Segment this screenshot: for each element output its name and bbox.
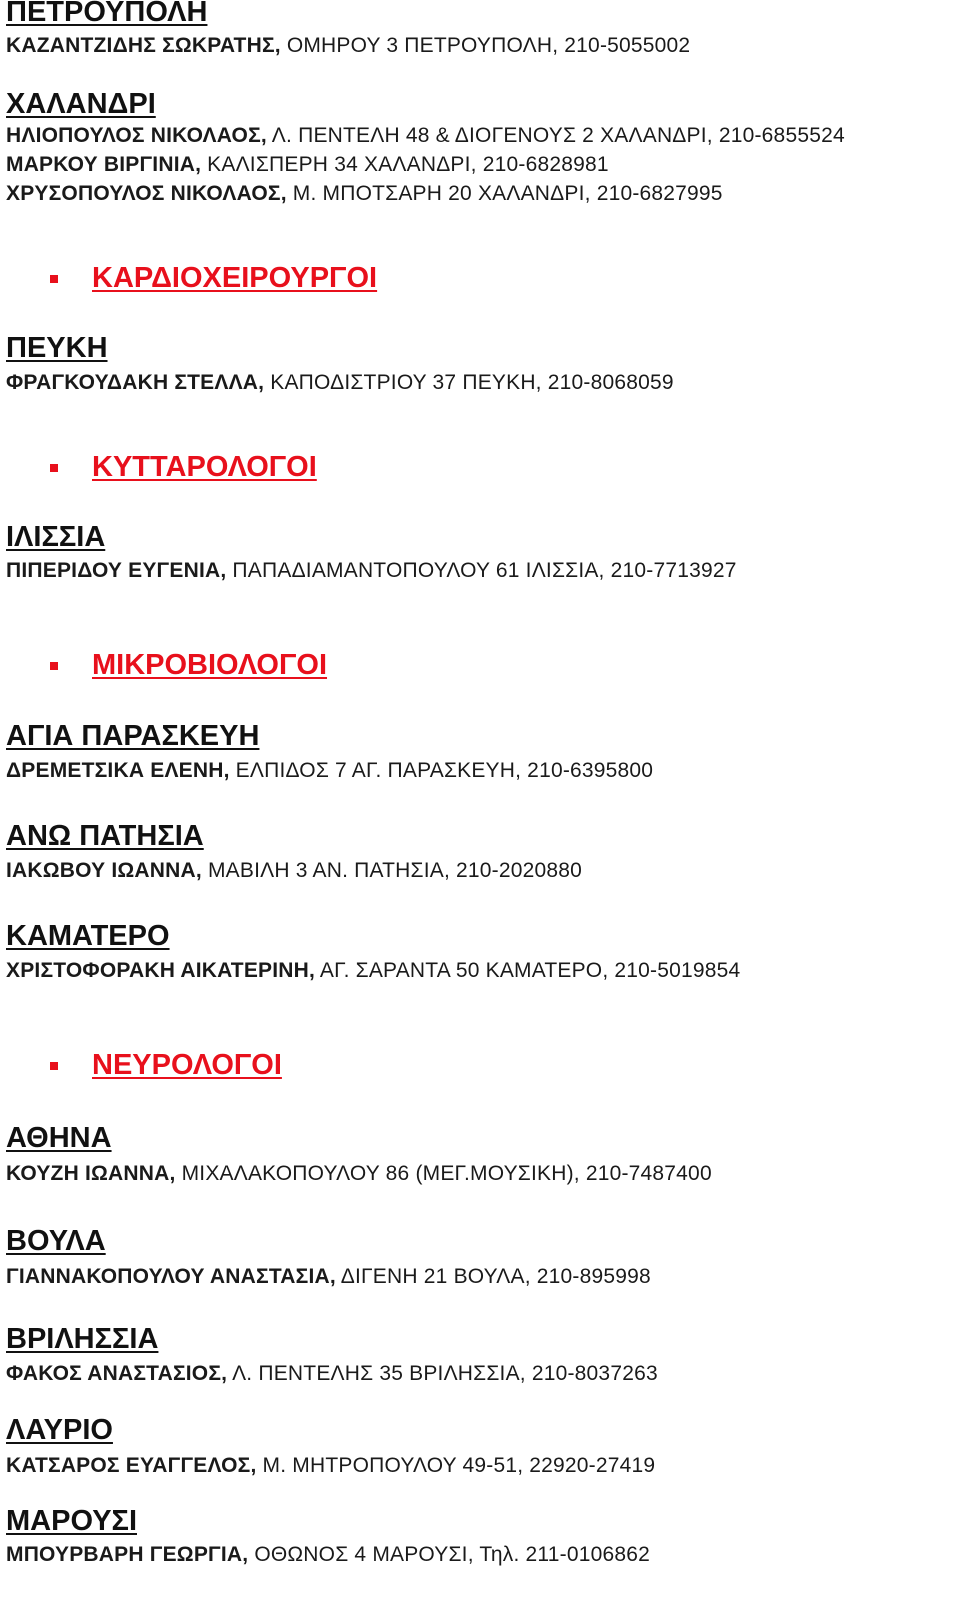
doctor-name: ΜΠΟΥΡΒΑΡΗ ΓΕΩΡΓΙΑ, [6, 1543, 249, 1566]
doctor-entry [6, 1454, 655, 1478]
doctor-name: ΧΡΥΣΟΠΟΥΛΟΣ ΝΙΚΟΛΑΟΣ, [6, 182, 287, 205]
doctor-address: ΟΜΗΡΟΥ 3 ΠΕΤΡΟΥΠΟΛΗ, 210-5055002 [280, 34, 691, 57]
city-heading: ΑΝΩ ΠΑΤΗΣΙΑ [6, 820, 204, 852]
doctor-entry [6, 759, 653, 783]
doctor-address: ΚΑΠΟΔΙΣΤΡΙΟΥ 37 ΠΕΥΚΗ, 210-8068059 [264, 371, 674, 394]
doctor-entry [6, 371, 674, 395]
city-heading: ΑΓΙΑ ΠΑΡΑΣΚΕΥΗ [6, 720, 260, 752]
doctor-address: Λ. ΠΕΝΤΕΛΗ 48 & ΔΙΟΓΕΝΟΥΣ 2 ΧΑΛΑΝΔΡΙ, 210-6855524 [266, 124, 845, 147]
doctor-entry [6, 34, 690, 58]
doctor-entry [6, 1543, 650, 1567]
city-heading: ΧΑΛΑΝΔΡΙ [6, 88, 156, 120]
city-heading: ΒΟΥΛΑ [6, 1225, 106, 1257]
city-heading: ΛΑΥΡΙΟ [6, 1414, 113, 1446]
doctor-entry [6, 559, 737, 583]
doctor-entry [6, 182, 723, 206]
doctor-name: ΦΡΑΓΚΟΥΔΑΚΗ ΣΤΕΛΛΑ, [6, 371, 265, 394]
specialty-section-heading [50, 649, 327, 682]
doctor-address: ΜΑΒΙΛΗ 3 ΑΝ. ΠΑΤΗΣΙΑ, 210-2020880 [201, 859, 583, 882]
square-bullet-icon [50, 464, 58, 472]
doctor-address: Μ. ΜΠΟΤΣΑΡΗ 20 ΧΑΛΑΝΔΡΙ, 210-6827995 [286, 182, 723, 205]
square-bullet-icon [50, 275, 58, 283]
doctor-entry [6, 1265, 651, 1289]
doctor-address: ΠΑΠΑΔΙΑΜΑΝΤΟΠΟΥΛΟΥ 61 ΙΛΙΣΣΙΑ, 210-7713927 [226, 559, 737, 582]
doctor-address: ΟΘΩΝΟΣ 4 ΜΑΡΟΥΣΙ, Τηλ. 211-0106862 [248, 1543, 650, 1566]
doctor-name: ΗΛΙΟΠΟΥΛΟΣ ΝΙΚΟΛΑΟΣ, [6, 124, 267, 147]
doctor-name: ΦΑΚΟΣ ΑΝΑΣΤΑΣΙΟΣ, [6, 1362, 228, 1385]
doctor-entry [6, 859, 582, 883]
city-heading: ΚΑΜΑΤΕΡΟ [6, 920, 170, 952]
specialty-section-heading [50, 262, 377, 295]
square-bullet-icon [50, 662, 58, 670]
doctor-address: ΑΓ. ΣΑΡΑΝΤΑ 50 ΚΑΜΑΤΕΡΟ, 210-5019854 [315, 959, 741, 982]
doctor-address: ΔΙΓΕΝΗ 21 ΒΟΥΛΑ, 210-895998 [335, 1265, 651, 1288]
doctor-address: ΚΑΛΙΣΠΕΡΗ 34 ΧΑΛΑΝΔΡΙ, 210-6828981 [201, 153, 609, 176]
square-bullet-icon [50, 1062, 58, 1070]
doctor-name: ΚΑΤΣΑΡΟΣ ΕΥΑΓΓΕΛΟΣ, [6, 1454, 257, 1477]
doctor-name: ΠΙΠΕΡΙΔΟΥ ΕΥΓΕΝΙΑ, [6, 559, 227, 582]
doctor-name: ΓΙΑΝΝΑΚΟΠΟΥΛΟΥ ΑΝΑΣΤΑΣΙΑ, [6, 1265, 336, 1288]
city-heading: ΙΛΙΣΣΙΑ [6, 521, 106, 553]
specialty-title: ΚΥΤΤΑΡΟΛΟΓΟΙ [92, 451, 317, 483]
specialty-title: ΚΑΡΔΙΟΧΕΙΡΟΥΡΓΟΙ [92, 262, 378, 294]
specialty-section-heading [50, 1049, 282, 1082]
doctor-address: Μ. ΜΗΤΡΟΠΟΥΛΟΥ 49-51, 22920-27419 [256, 1454, 656, 1477]
doctor-entry [6, 153, 609, 177]
city-heading: ΑΘΗΝΑ [6, 1122, 112, 1154]
doctor-name: ΚΑΖΑΝΤΖΙΔΗΣ ΣΩΚΡΑΤΗΣ, [6, 34, 281, 57]
doctor-address: ΕΛΠΙΔΟΣ 7 ΑΓ. ΠΑΡΑΣΚΕΥΗ, 210-6395800 [229, 759, 654, 782]
city-heading: ΠΕΥΚΗ [6, 332, 108, 364]
doctor-name: ΚΟΥΖΗ ΙΩΑΝΝΑ, [6, 1162, 176, 1185]
city-heading: ΜΑΡΟΥΣΙ [6, 1505, 137, 1537]
specialty-title: ΝΕΥΡΟΛΟΓΟΙ [92, 1049, 282, 1081]
doctor-address: Λ. ΠΕΝΤΕΛΗΣ 35 ΒΡΙΛΗΣΣΙΑ, 210-8037263 [227, 1362, 658, 1385]
doctor-address: ΜΙΧΑΛΑΚΟΠΟΥΛΟΥ 86 (ΜΕΓ.ΜΟΥΣΙΚΗ), 210-7487400 [175, 1162, 712, 1185]
city-heading: ΒΡΙΛΗΣΣΙΑ [6, 1323, 159, 1355]
doctor-entry [6, 959, 740, 983]
city-heading: ΠΕΤΡΟΥΠΟΛΗ [6, 0, 208, 28]
specialty-title: ΜΙΚΡΟΒΙΟΛΟΓΟΙ [92, 649, 328, 681]
doctor-entry [6, 124, 845, 148]
doctor-name: ΜΑΡΚΟΥ ΒΙΡΓΙΝΙΑ, [6, 153, 202, 176]
doctor-name: ΔΡΕΜΕΤΣΙΚΑ ΕΛΕΝΗ, [6, 759, 230, 782]
doctor-entry [6, 1162, 712, 1186]
specialty-section-heading [50, 451, 317, 484]
doctor-entry [6, 1362, 658, 1386]
doctor-name: ΧΡΙΣΤΟΦΟΡΑΚΗ ΑΙΚΑΤΕΡΙΝΗ, [6, 959, 316, 982]
doctor-name: ΙΑΚΩΒΟΥ ΙΩΑΝΝΑ, [6, 859, 202, 882]
